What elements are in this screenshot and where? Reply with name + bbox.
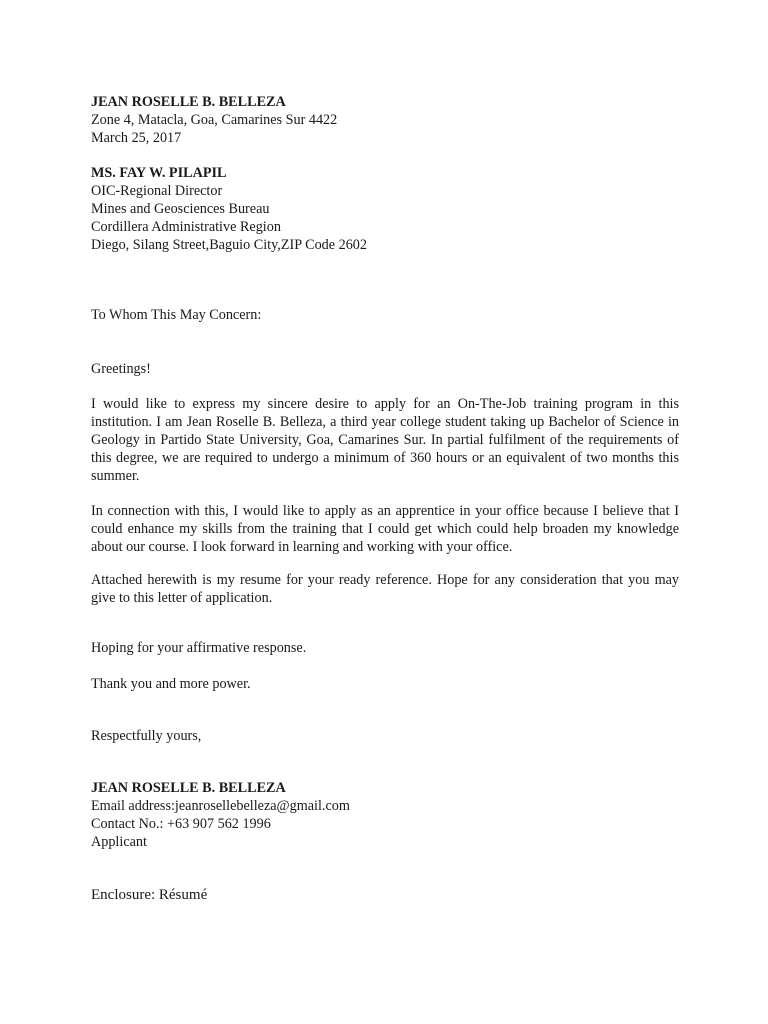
recipient-name: MS. FAY W. PILAPIL [91,165,227,181]
recipient-address: Diego, Silang Street,Baguio City,ZIP Code 2602 [91,237,367,253]
body-paragraph-5 [91,675,679,693]
enclosure-text: Enclosure: Résumé [91,887,208,903]
body-paragraph-3: Attached herewith is my resume for your ready reference. Hope for any consideration that you may give to this letter of application. [91,572,679,606]
body-paragraph-4 [91,639,679,657]
signature-email: Email address:jeanrosellebelleza@gmail.com [91,798,350,814]
closing-text: Respectfully yours, [91,728,202,744]
signature-name: JEAN ROSELLE B. BELLEZA [91,780,286,796]
signature-block [91,779,679,851]
signature-contact: Contact No.: +63 907 562 1996 [91,816,271,832]
affirmative-text: Hoping for your affirmative response. [91,640,307,656]
signature-role: Applicant [91,834,147,850]
enclosure [91,886,679,904]
thanks-text: Thank you and more power. [91,676,251,692]
recipient-region: Cordillera Administrative Region [91,219,281,235]
body-paragraph-2: In connection with this, I would like to apply as an apprentice in your office because I believe that I could enhance my skills from the training that I could get which could help broaden my knowledge about our course. I look forward in learning and working with your office. [91,503,679,555]
sender-address: Zone 4, Matacla, Goa, Camarines Sur 4422 [91,112,338,128]
greeting-text: Greetings! [91,361,151,377]
greeting [91,360,679,378]
sender-name: JEAN ROSELLE B. BELLEZA [91,94,286,110]
salutation [91,306,679,324]
recipient-block [91,164,679,254]
sender-block [91,93,679,147]
closing [91,727,679,745]
body-paragraph-1: I would like to express my sincere desire to apply for an On-The-Job training program in this institution. I am Jean Roselle B. Belleza, a third year college student taking up Bachelor of Science in Geology in Partido State University, Goa, Camarines Sur. In partial fulfilment of the requirements of this degree, we are required to undergo a minimum of 360 hours or an equivalent of two months this summer. [91,396,679,484]
recipient-office: Mines and Geosciences Bureau [91,201,270,217]
letter-date: March 25, 2017 [91,130,182,146]
salutation-text: To Whom This May Concern: [91,307,262,323]
recipient-title: OIC-Regional Director [91,183,223,199]
